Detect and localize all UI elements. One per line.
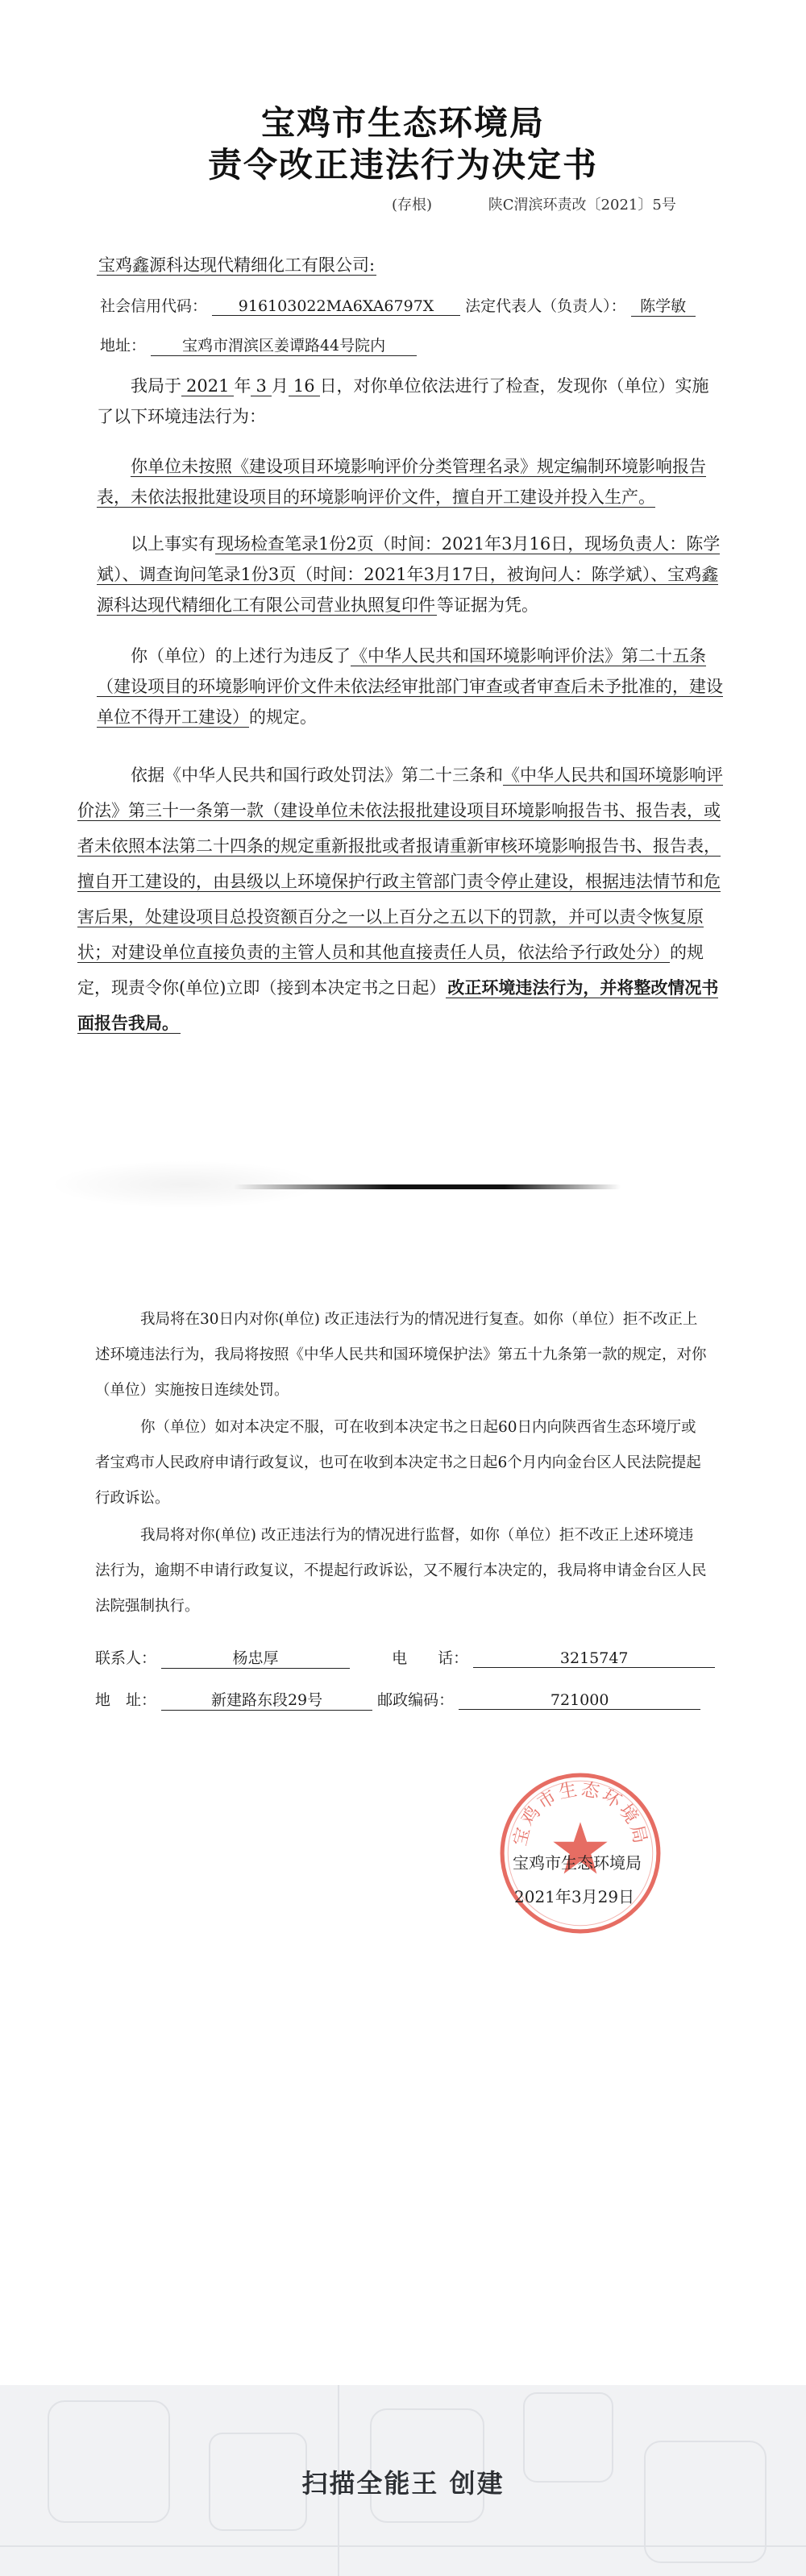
legal-rep-value: 陈学敏: [631, 294, 696, 317]
seal-date: 2021年3月29日: [514, 1887, 635, 1906]
recipient-address-label: 地址：: [100, 337, 147, 355]
phone-value: 3215747: [473, 1649, 715, 1668]
agency-title: 宝鸡市生态环境局: [260, 103, 545, 143]
office-address-row: [95, 1688, 724, 1711]
contact-row: [95, 1646, 724, 1669]
office-address-label: 地 址：: [95, 1691, 157, 1709]
document-number: 陕C渭滨环责改〔2021〕5号: [488, 197, 676, 214]
order-text: 改正环境违法行为，并将整改情况书面报告我局。: [77, 977, 719, 1033]
page-edge-shadow: [234, 1184, 621, 1189]
inspection-day: 16: [289, 376, 320, 396]
credit-code-value: 916103022MA6XA6797X: [212, 297, 460, 316]
recipient-address-row: [100, 334, 417, 356]
seal-signer: 宝鸡市生态环境局: [513, 1853, 642, 1873]
postcode-label: 邮政编码：: [377, 1691, 455, 1709]
legal-rep-label: 法定代表人（负责人）：: [465, 297, 626, 315]
phone-label: 电 话：: [392, 1649, 469, 1667]
law-violated-text: 《中华人民共和国环境影响评价法》第二十五条（建设项目的环境影响评价文件未依法经审批部门审查或者审查后未予批准的，建设单位不得开工建设）: [97, 646, 723, 727]
postcode-value: 721000: [459, 1691, 700, 1710]
violation-text: 你单位未按照《建设项目环境影响评价分类管理名录》规定编制环境影响报告表，未依法报批建设项目的环境影响评价文件，擅自开工建设并投入生产。: [97, 457, 706, 507]
violation-paragraph: [97, 451, 725, 512]
credit-code-label: 社会信用代码：: [100, 297, 208, 315]
evidence-paragraph: 以上事实有现场检查笔录1份2页（时间：2021年3月16日，现场负责人：陈学斌）、调查询问笔录1份3页（时间：2021年3月17日，被询问人：陈学斌）、宝鸡鑫源科达现代精细化工有限公司营业执照复印件等证据为凭。: [97, 534, 721, 615]
contact-value: 杨忠厚: [161, 1646, 350, 1669]
review-paragraph: 我局将在30日内对你(单位) 改正违法行为的情况进行复查。如你（单位）拒不改正上述环境违法行为，我局将按照《中华人民共和国环境保护法》第五十九条第一款的规定，对你（单位）实施按日连续处罚。: [95, 1311, 707, 1399]
inspection-year: 2021: [181, 376, 234, 396]
archive-label: (存根): [392, 197, 433, 214]
document-title: 责令改正违法行为决定书: [207, 145, 598, 185]
seal-text: 宝鸡市生态环境局: [509, 1778, 651, 1848]
office-address-value: 新建路东段29号: [161, 1688, 372, 1711]
legal-basis-paragraph: 依据《中华人民共和国行政处罚法》第二十三条和《中华人民共和国环境影响评价法》第三十一条第一款（建设单位未依法报批建设项目环境影响报告书、报告表，或者未依照本法第二十四条的规定重新报批或者报请重新审核环境影响报告书、报告表，擅自开工建设的，由县级以上环境保护行政主管部门责令停止建设，根据违法情节和危害后果，处建设项目总投资额百分之一以上百分之五以下的罚款，并可以责令恢复原状；对建设单位直接负责的主管人员和其他直接责任人员，依法给予行政处分）的规定，现责令你(单位)立即（接到本决定书之日起）改正环境违法行为，并将整改情况书面报告我局。: [77, 765, 723, 1033]
inspection-month: 3: [251, 376, 271, 396]
inspection-paragraph: 我局于 2021 年 3 月 16 日，对你单位依法进行了检查，发现你（单位）实施了以下环境违法行为：: [97, 376, 709, 426]
supervision-paragraph: 我局将对你(单位) 改正违法行为的情况进行监督，如你（单位）拒不改正上述环境违法行为，逾期不申请行政复议，不提起行政诉讼，又不履行本决定的，我局将申请金台区人民法院强制执行。: [95, 1527, 707, 1615]
recipient-company: 宝鸡鑫源科达现代精细化工有限公司:: [98, 255, 376, 275]
recipient-address-value: 宝鸡市渭滨区姜谭路44号院内: [151, 334, 417, 356]
document-number-line: [392, 193, 676, 214]
contact-label: 联系人：: [95, 1649, 157, 1667]
law-violated-paragraph: 你（单位）的上述行为违反了《中华人民共和国环境影响评价法》第二十五条（建设项目的环境影响评价文件未依法经审批部门审查或者审查后未予批准的，建设单位不得开工建设）的规定。: [97, 646, 723, 727]
evidence-text: 现场检查笔录1份2页（时间：2021年3月16日，现场负责人：陈学斌）、调查询问笔录1份3页（时间：2021年3月17日，被询问人：陈学斌）、宝鸡鑫源科达现代精细化工有限公司营业执照复印件: [97, 534, 721, 615]
legal-basis-text: 《中华人民共和国环境影响评价法》第三十一条第一款（建设单位未依法报批建设项目环境影响报告书、报告表，或者未依照本法第二十四条的规定重新报批或者报请重新审核环境影响报告书、报告表，擅自开工建设的，由县级以上环境保护行政主管部门责令停止建设，根据违法情节和危害后果，处建设项目总投资额百分之一以上百分之五以下的罚款，并可以责令恢复原状；对建设单位直接负责的主管人员和其他直接责任人员，依法给予行政处分）: [77, 765, 723, 962]
appeal-paragraph: 你（单位）如对本决定不服，可在收到本决定书之日起60日内向陕西省生态环境厅或者宝鸡市人民政府申请行政复议，也可在收到本决定书之日起6个月内向金台区人民法院提起行政诉讼。: [95, 1419, 701, 1507]
credit-code-row: [100, 294, 729, 317]
scanner-watermark-text: 扫描全能王 创建: [301, 2468, 505, 2499]
